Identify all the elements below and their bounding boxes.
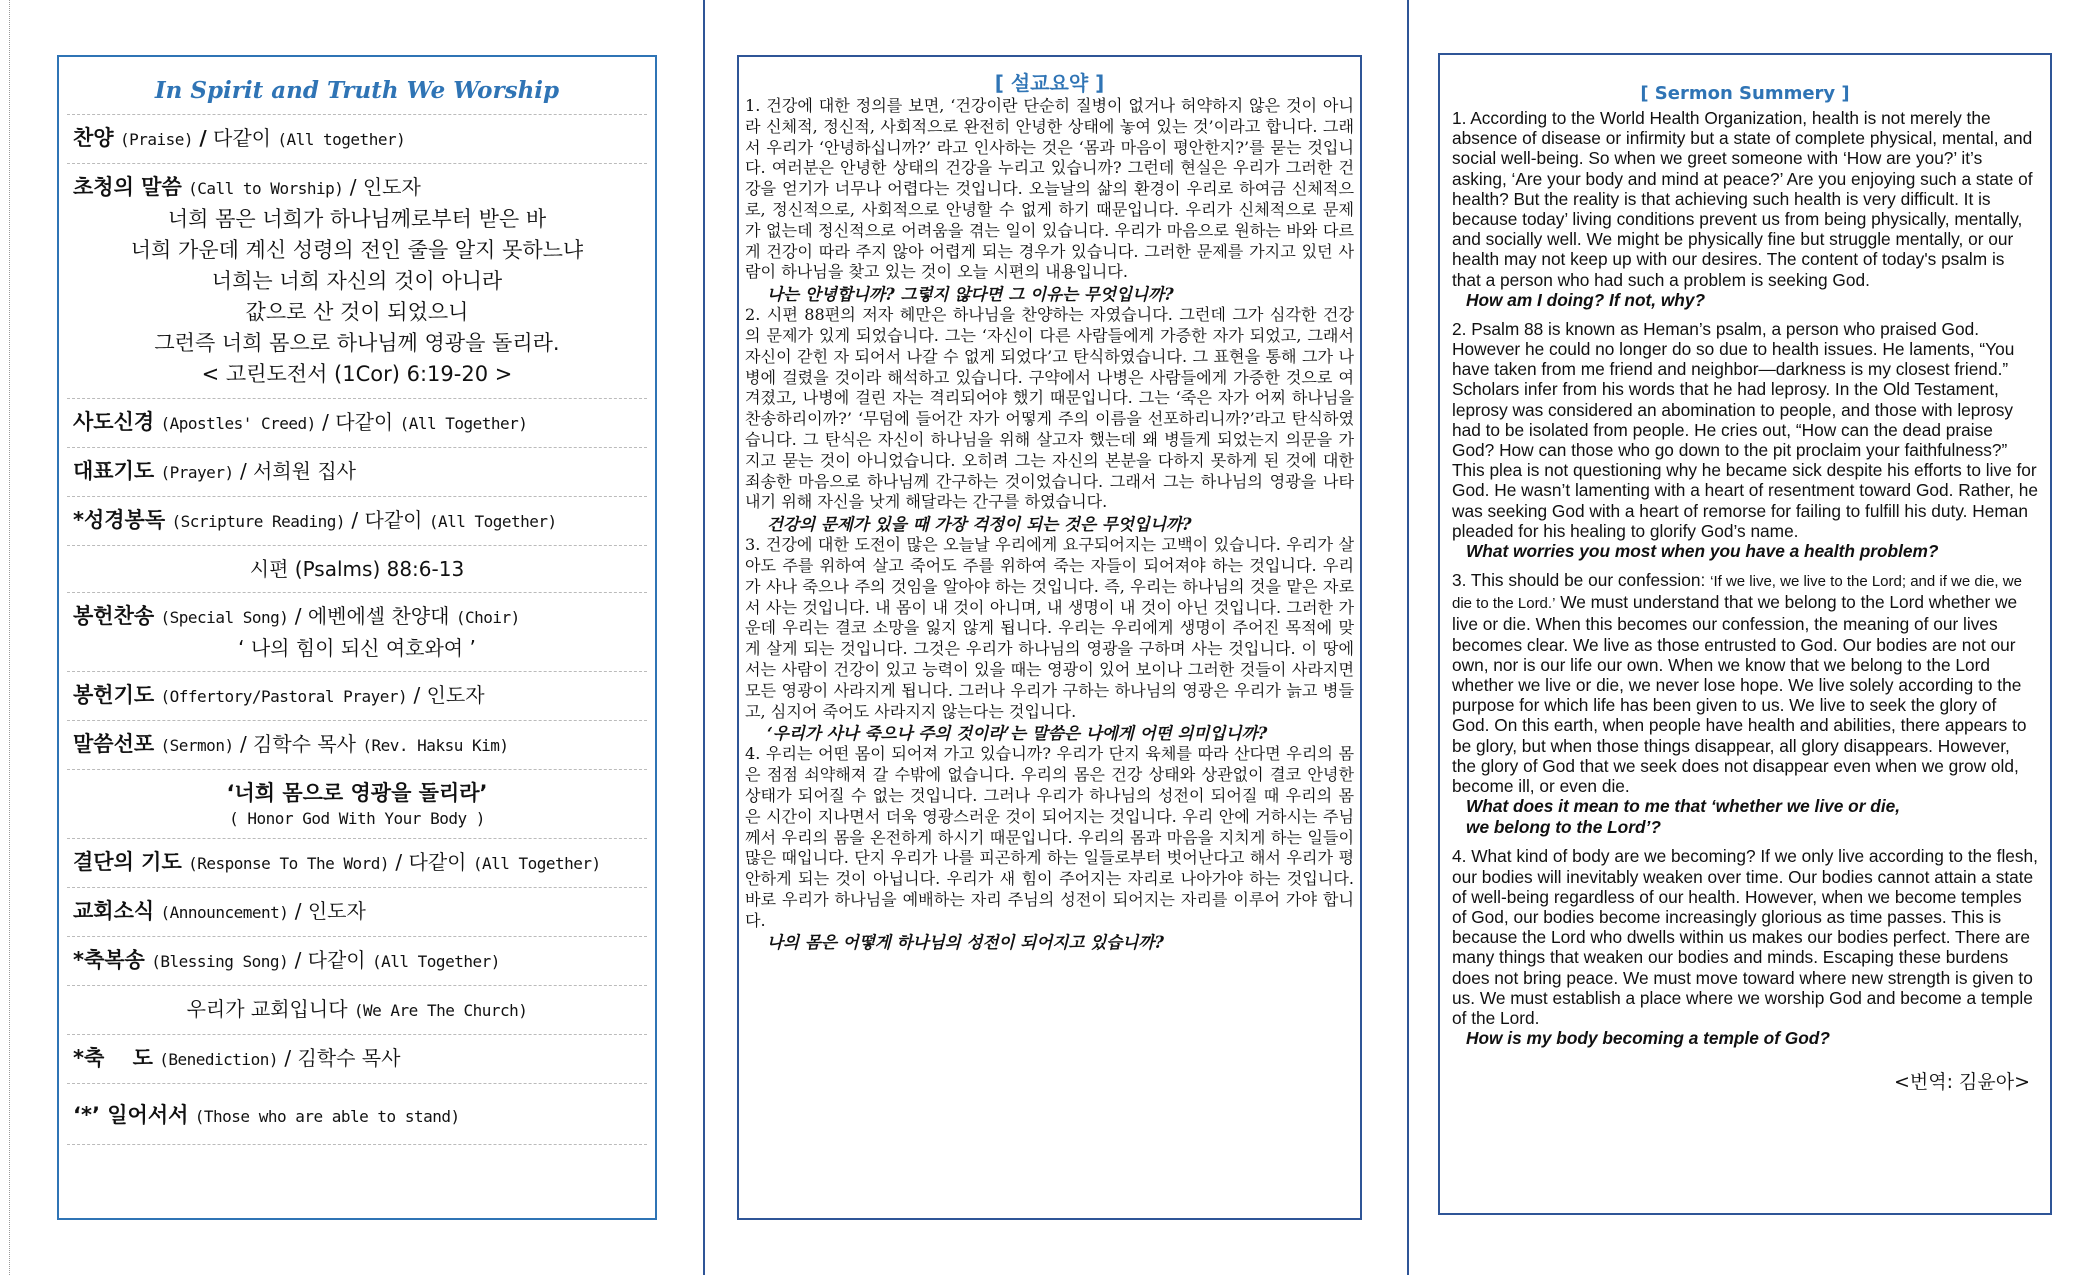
translator-credit: <번역: 김윤아> (1893, 1071, 2030, 1094)
korean-para-1: 1. 건강에 대한 정의를 보면, ‘건강이란 단순히 질병이 없거나 허약하지 않은 것이 아니라 신체적, 정신적, 사회적으로 완전히 안녕한 상태에 놓여 있는 것’이라고 합니다. 그래서 우리가 ‘안녕하십니까?’ 라고 인사하는 것은 ‘몸과 마음이 평안한지?’를 묻는 것입니다. 여러분은 안녕한 상태의 건강을 누리고 있습니까? 그런데 현실은 우리가 그러한 건강을 얻기가 너무나 어렵다는 것입니다. 오늘날의 삶의 환경이 우리로 하여금 신체적으로, 정신적으로, 사회적으로 안녕할 수 없게 하기 때문입니다. 우리가 신체적으로 문제가 없는데 정신적으로 어려움을 겪는 일이 있습니다. 우리가 마음으로 원하는 바와 다르게 건강이 따라 주지 않아 어렵게 되는 경우가 있습니다. 그러한 문제를 가지고 있던 사람이 하나님을 찾고 있는 것이 오늘 시편의 내용입니다. (745, 96, 1354, 282)
korean-question-4: 나의 몸은 어떻게 하나님의 성전이 되어지고 있습니까? (767, 932, 1165, 953)
scripture-reading-row: *성경봉독 (Scripture Reading) / 다같이 (All Together) (67, 497, 647, 546)
korean-para-3: 3. 건강에 대한 도전이 많은 오늘날 우리에게 요구되어지는 고백이 있습니다. 우리가 살아도 주를 위하여 살고 죽어도 주를 위하여 죽는 자들이 되어져야 하는 것입니다. 우리가 사나 죽으나 주의 것임을 알아야 하는 것입니다. 즉, 우리는 하나님의 것을 맡은 자로서 사는 것입니다. 내 몸이 내 것이 아니며, 내 생명이 내 것이 아닌 것입니다. 그러한 가운데 우리는 결코 소망을 잃지 않게 됩니다. 우리는 우리에게 생명이 주어진 목적에 맞게 살게 되는 것입니다. 그것은 우리가 하나님의 영광을 구하며 사는 것입니다. 이 땅에서는 사람이 건강이 있고 능력이 있을 때는 영광이 있어 보이나 그러한 것들이 사라지면 모든 영광이 사라지게 됩니다. 그러나 우리가 구하는 하나님의 영광은 우리가 늙고 병들고, 심지어 죽어도 사라지지 않는다는 것입니다. (745, 535, 1354, 721)
korean-summary-title: [ 설교요약 ] (994, 71, 1105, 95)
creed-row: 사도신경 (Apostles' Creed) / 다같이 (All Together) (67, 399, 647, 448)
english-question-2: What worries you most when you have a health problem? (1466, 541, 1939, 562)
benediction-row: *축 도 (Benediction) / 김학수 목사 (67, 1035, 647, 1084)
scripture-reference: 시편 (Psalms) 88:6-13 (67, 546, 647, 593)
order-of-worship-panel (57, 55, 657, 1220)
special-song-row: 봉헌찬송 (Special Song) / 에벤에셀 찬양대 (Choir) ‘ 나의 힘이 되신 여호와여 ’ (67, 593, 647, 672)
worship-title: In Spirit and Truth We Worship (67, 57, 647, 115)
sermon-row: 말씀선포 (Sermon) / 김학수 목사 (Rev. Haksu Kim) (67, 721, 647, 770)
fold-guide-left (9, 0, 10, 1275)
prayer-row: 대표기도 (Prayer) / 서희원 집사 (67, 448, 647, 497)
korean-para-4: 4. 우리는 어떤 몸이 되어져 가고 있습니까? 우리가 단지 육체를 따라 산다면 우리의 몸은 점점 쇠약해져 갈 수밖에 없습니다. 우리의 몸은 건강 상태와 상관없이 결코 안녕한 상태가 되어질 수 없는 것입니다. 그러나 우리가 하나님의 성전이 되어질 때 우리의 몸은 시간이 지나면서 더욱 영광스러운 것이 되어지는 것입니다. 우리 안에 거하시는 주님께서 우리의 몸을 온전하게 하시기 때문입니다. 우리의 몸과 마음을 지치게 하는 일들이 많은 때입니다. 단지 우리가 나를 피곤하게 하는 일들로부터 벗어난다고 해서 우리가 평안하게 되는 것이 아닙니다. 우리가 새 힘이 주어지는 자리로 나아가야 하는 것입니다. 바로 우리가 하나님을 예배하는 자리 주님의 성전이 되어지는 자리를 이루어 가야 합니다. (745, 744, 1354, 930)
sermon-title: ‘너희 몸으로 영광을 돌리라’ ( Honor God With Your Body ) (67, 770, 647, 839)
special-song-title: ‘ 나의 힘이 되신 여호와여 ’ (238, 636, 476, 660)
call-verse: 너희 몸은 너희가 하나님께로부터 받은 바 너희 가운데 계신 성령의 전인 줄을 알지 못하느냐 너희는 너희 자신의 것이 아니라 값으로 산 것이 되었으니 그런즉 너희 몸으로 하나님께 영광을 돌리라. < 고린도전서 (1Cor) 6:19-20 > (73, 204, 641, 390)
korean-question-1: 나는 안녕합니까? 그렇지 않다면 그 이유는 무엇입니까? (767, 284, 1174, 305)
english-para-1: 1. According to the World Health Organization, health is not merely the absence of disease or infirmity but a state of complete physical, mental, and social well-being. So when we greet someone with ‘How are you?’ it’s asking, ‘Are your body and mind at peace?’ Are you enjoying such a state of health? But the reality is that achieving such health is very difficult. It is because today’ living conditions prevent us from being physically, mentally, and socially well. We might be physically fine but struggle mentally, or our health may not keep up with our desires. The content of today's psalm is that a person who had such a problem is seeking God. (1452, 108, 2033, 290)
blessing-song-row: *축복송 (Blessing Song) / 다같이 (All Together) (67, 937, 647, 986)
call-reference: < 고린도전서 (1Cor) 6:19-20 > (201, 362, 513, 386)
korean-para-2: 2. 시편 88편의 저자 헤만은 하나님을 찬양하는 자였습니다. 그런데 그가 심각한 건강의 문제가 있게 되었습니다. 그는 ‘자신이 다른 사람들에게 가증한 자가 되었고, 그래서 자신이 갇힌 자 되어서 나갈 수 없게 되었다’고 탄식하였습니다. 그 표현을 통해 그가 나병에 걸렸을 것이라 해석하고 있습니다. 구약에서 나병은 사람들에게 가증한 것으로 여겨졌고, 나병에 걸린 자는 격리되어야 했기 때문입니다. 그는 ‘죽은 자가 어찌 하나님을 찬송하리이까?’ ‘무덤에 들어간 자가 어떻게 주의 이름을 선포하리니까?’라고 탄식하였습니다. 그 탄식은 자신이 하나님을 위해 살고자 했는데 왜 병들게 되었는지 의문을 가지고 묻는 것이 아니었습니다. 오히려 그는 자신의 본분을 다하지 못하게 된 것에 대한 죄송한 마음으로 하나님께 간구하는 것이었습니다. 그래서 그는 하나님의 영광을 나타내기 위해 자신을 낫게 해달라는 간구를 하였습니다. (745, 305, 1354, 512)
english-question-1: How am I doing? If not, why? (1466, 289, 1706, 310)
blessing-song-title: 우리가 교회입니다 (We Are The Church) (67, 986, 647, 1035)
korean-question-2: 건강의 문제가 있을 때 가장 걱정이 되는 것은 무엇입니까? (767, 514, 1192, 535)
call-to-worship-row: 초청의 말씀 (Call to Worship) / 인도자 너희 몸은 너희가 하나님께로부터 받은 바 너희 가운데 계신 성령의 전인 줄을 알지 못하느냐 너희는 너희 자신의 것이 아니라 값으로 산 것이 되었으니 그런즉 너희 몸으로 하나님께 영광을 돌리라. < 고린도전서 (1Cor) 6:19-20 > (67, 164, 647, 399)
english-para-2: 2. Psalm 88 is known as Heman’s psalm, a person who praised God. However he could no longer do so due to health issues. He laments, “You have taken from me friend and neighbor—darkness is my closest friend.” Scholars infer from his words that he had leprosy. In the Old Testament, leprosy was considered an abomination to people, and those with leprosy had to be isolated from people. He cries out, “How can the dead praise God? How can those who go down to the pit proclaim your faithfulness?” This plea is not questioning why he became sick despite his efforts to live for God. He wasn’t lamenting with a heart of resentment toward God. Rather, he was seeking God with a heart of remorse for failing to fulfill his duty. Heman pleaded for his healing to glorify God’s name. (1452, 318, 2038, 541)
english-question-3: What does it mean to me that ‘whether we live or die, we belong to the Lord’? (1466, 796, 1901, 838)
announcement-row: 교회소식 (Announcement) / 인도자 (67, 888, 647, 937)
response-row: 결단의 기도 (Response To The Word) / 다같이 (All Together) (67, 839, 647, 888)
stand-note-row: ‘*’ 일어서서 (Those who are able to stand) (67, 1084, 647, 1145)
english-summary-title: [ Sermon Summery ] (1640, 83, 1850, 104)
fold-line-1 (703, 0, 705, 1275)
korean-question-3: ‘우리가 사나 죽으나 주의 것이라’는 말씀은 나에게 어떤 의미입니까? (767, 723, 1268, 744)
fold-line-2 (1407, 0, 1409, 1275)
english-para-4: 4. What kind of body are we becoming? If we only live according to the flesh, our bodies will inevitably weaken over time. Our bodies cannot attain a state of well-being regardless of our health. However, when we become temples of God, our bodies become increasingly glorious as time passes. This is because the Lord who dwells within us makes our bodies perfect. There are many things that weaken our bodies and minds. Escaping these burdens does not bring peace. We must move toward where new strength is given to us. We must establish a place where we worship God and become a temple of the Lord. (1452, 846, 2038, 1028)
korean-sermon-summary (737, 55, 1362, 1220)
confession-quote: ‘If we live, we live to the Lord; and if we die, we die to the Lord.’ (1452, 573, 2022, 613)
english-para-3: 3. This should be our confession: ‘If we live, we live to the Lord; and if we die, we die to the Lord.’ We must understand that we belong to the Lord whether we live or die. When this becomes our confession, the meaning of our lives becomes clear. We live as those entrusted to God. Our bodies are not our own, nor is our life our own. When we know that we belong to the Lord whether we live or die, we never lose hope. We live solely according to the purpose for which life has been given to us. We live to seek the glory of God. On this earth, when people have health and abilities, there appears to be glory, but when those things disappear, all glory disappears. However, the glory of God that we seek does not disappear even when we grow old, become ill, or even die. (1452, 570, 2027, 797)
offertory-row: 봉헌기도 (Offertory/Pastoral Prayer) / 인도자 (67, 672, 647, 721)
english-sermon-summary (1438, 53, 2052, 1215)
praise-row: 찬양 (Praise) / 다같이 (All together) (67, 115, 647, 164)
english-question-4: How is my body becoming a temple of God? (1466, 1028, 1830, 1049)
